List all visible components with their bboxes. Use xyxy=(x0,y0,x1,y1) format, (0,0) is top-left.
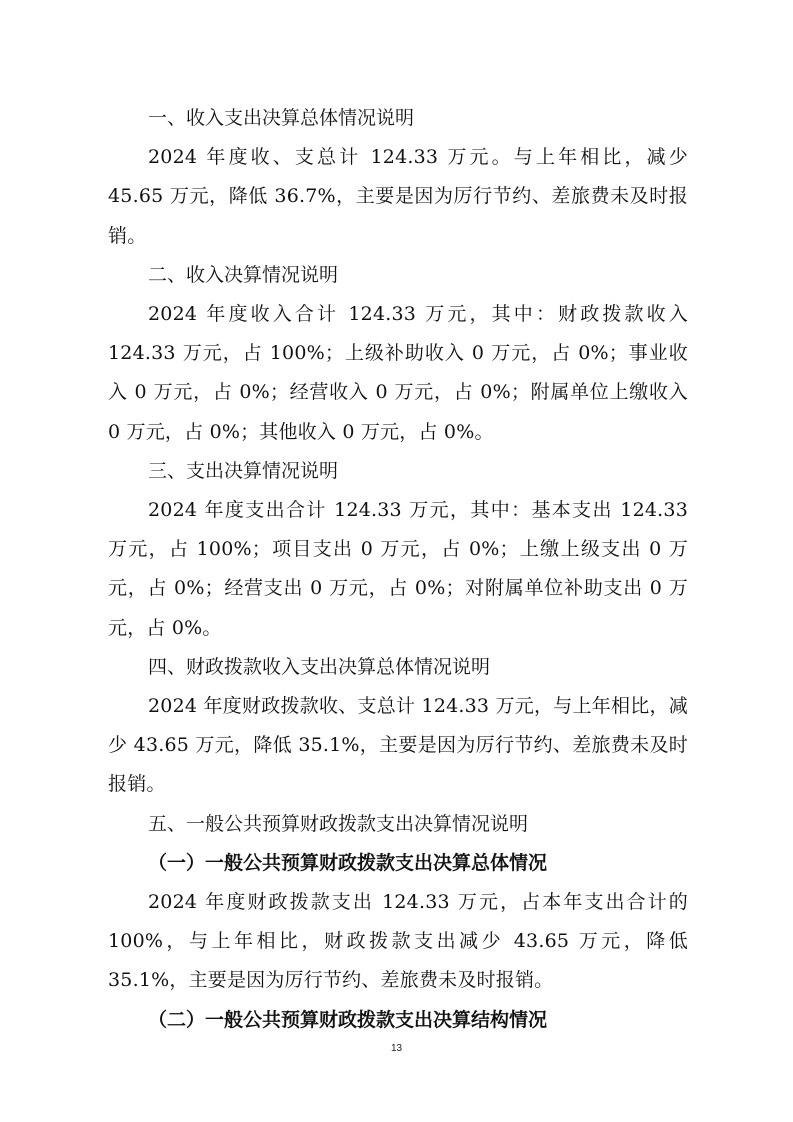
subsection-heading-2: （二）一般公共预算财政拨款支出决算结构情况 xyxy=(148,1008,548,1031)
page-content xyxy=(108,99,688,1040)
subsection-heading-1: （一）一般公共预算财政拨款支出决算总体情况 xyxy=(148,851,548,874)
section-heading-4: 四、财政拨款收入支出决算总体情况说明 xyxy=(148,655,491,678)
section-paragraph-1: 2024 年度收、支总计 124.33 万元。与上年相比，减少 45.65 万元，降低 36.7%，主要是因为厉行节约、差旅费未及时报销。 xyxy=(108,146,688,247)
section-paragraph-4: 2024 年度财政拨款收、支总计 124.33 万元，与上年相比，减少 43.65 万元，降低 35.1%，主要是因为厉行节约、差旅费未及时报销。 xyxy=(108,694,688,796)
section-paragraph-2: 2024 年度收入合计 124.33 万元，其中：财政拨款收入 124.33 万元，占 100%；上级补助收入 0 万元，占 0%；事业收入 0 万元，占 0%；经营收入 0 万元，占 0%；附属单位上缴收入 0 万元，占 0%；其他收入 0 万元，占 0%。 xyxy=(108,302,688,443)
page-number: 13 xyxy=(390,1043,403,1054)
subsection-paragraph-1: 2024 年度财政拨款支出 124.33 万元，占本年支出合计的 100%，与上年相比，财政拨款支出减少 43.65 万元，降低 35.1%，主要是因为厉行节约、差旅费未及时报销。 xyxy=(108,890,688,992)
section-heading-5: 五、一般公共预算财政拨款支出决算情况说明 xyxy=(148,812,529,835)
section-heading-2: 二、收入决算情况说明 xyxy=(148,263,339,286)
section-heading-1: 一、收入支出决算总体情况说明 xyxy=(148,107,415,129)
section-paragraph-3: 2024 年度支出合计 124.33 万元，其中：基本支出 124.33 万元，占 100%；项目支出 0 万元，占 0%；上缴上级支出 0 万元，占 0%；经营支出 0 万元，占 0%；对附属单位补助支出 0 万元，占 0%。 xyxy=(108,498,688,639)
section-heading-3: 三、支出决算情况说明 xyxy=(148,459,339,482)
